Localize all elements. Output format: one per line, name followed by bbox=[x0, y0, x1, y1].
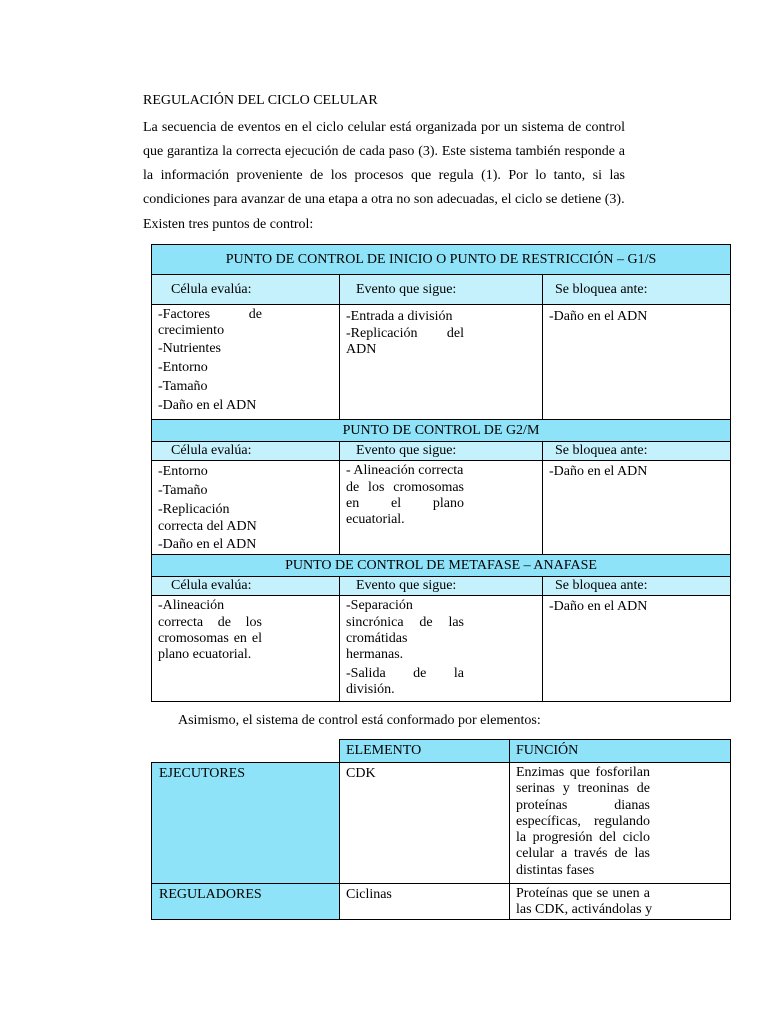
evento-item: -Salida de la bbox=[346, 666, 464, 681]
checkpoint-header-row bbox=[152, 442, 731, 461]
header-label: Se bloquea ante: bbox=[555, 282, 648, 297]
checkpoint-body-row bbox=[152, 461, 731, 555]
header-label: Se bloquea ante: bbox=[555, 578, 648, 593]
header-label: Evento que sigue: bbox=[356, 443, 457, 458]
evento-item: -Entrada a división bbox=[346, 309, 453, 324]
evento-cell bbox=[340, 305, 543, 420]
checkpoint-title: PUNTO DE CONTROL DE INICIO O PUNTO DE RESTRICCIÓN – G1/S bbox=[152, 245, 731, 275]
header-label: Célula evalúa: bbox=[171, 282, 252, 297]
evento-item: hermanas. bbox=[346, 647, 404, 662]
evalua-item: -Entorno bbox=[158, 360, 208, 375]
funcion-line: Proteínas que se unen a bbox=[516, 886, 650, 901]
bloquea-item: -Daño en el ADN bbox=[549, 599, 648, 614]
elements-intro: Asimismo, el sistema de control está conformado por elementos: bbox=[178, 713, 541, 728]
checkpoint-title-row bbox=[152, 245, 731, 275]
evalua-item: -Daño en el ADN bbox=[158, 398, 257, 413]
header-funcion: FUNCIÓN bbox=[510, 740, 731, 763]
checkpoint-title: PUNTO DE CONTROL DE G2/M bbox=[152, 420, 731, 442]
evalua-item: -Factores de bbox=[158, 307, 262, 322]
evalua-item: cromosomas en el bbox=[158, 631, 262, 646]
funcion-line: distintas fases bbox=[516, 862, 595, 878]
header-bloquea bbox=[543, 275, 731, 305]
evalua-item: -Alineación bbox=[158, 598, 225, 613]
header-evento bbox=[340, 577, 543, 596]
header-bloquea bbox=[543, 442, 731, 461]
header-evento bbox=[340, 442, 543, 461]
row-elemento: Ciclinas bbox=[340, 884, 510, 920]
checkpoint-header-row bbox=[152, 577, 731, 596]
evento-item: división. bbox=[346, 682, 395, 697]
elements-row bbox=[152, 884, 731, 920]
row-funcion bbox=[510, 763, 731, 884]
bloquea-cell bbox=[543, 461, 731, 555]
intro-line: la información proveniente de los procesos que regula (1). Por lo tanto, si las bbox=[143, 168, 625, 183]
funcion-line: serinas y treoninas de bbox=[516, 781, 650, 797]
elements-table bbox=[151, 739, 731, 920]
evalua-item: correcta del ADN bbox=[158, 519, 257, 534]
evalua-item: -Replicación bbox=[158, 502, 230, 517]
evento-item: - Alineación correcta bbox=[346, 463, 464, 478]
header-label: Evento que sigue: bbox=[356, 578, 457, 593]
bloquea-cell bbox=[543, 305, 731, 420]
checkpoints-intro: Existen tres puntos de control: bbox=[143, 217, 314, 232]
evalua-cell bbox=[152, 461, 340, 555]
evento-item: en el plano bbox=[346, 496, 464, 511]
header-evalua bbox=[152, 577, 340, 596]
bloquea-item: -Daño en el ADN bbox=[549, 309, 648, 324]
header-evalua bbox=[152, 442, 340, 461]
header-evento bbox=[340, 275, 543, 305]
header-label: Célula evalúa: bbox=[171, 443, 252, 458]
header-evalua bbox=[152, 275, 340, 305]
checkpoint-title: PUNTO DE CONTROL DE METAFASE – ANAFASE bbox=[152, 555, 731, 577]
header-label: Célula evalúa: bbox=[171, 578, 252, 593]
bloquea-item: -Daño en el ADN bbox=[549, 464, 648, 479]
evento-item: -Replicación del bbox=[346, 326, 464, 341]
funcion-line: Enzimas que fosforilan bbox=[516, 765, 650, 780]
evento-item: -Separación bbox=[346, 598, 413, 613]
evento-cell bbox=[340, 596, 543, 702]
funcion-line: las CDK, activándolas y bbox=[516, 902, 653, 918]
evalua-item: crecimiento bbox=[158, 323, 225, 338]
row-funcion bbox=[510, 884, 731, 920]
document-title: REGULACIÓN DEL CICLO CELULAR bbox=[143, 93, 378, 108]
evalua-item: -Tamaño bbox=[158, 379, 208, 394]
header-bloquea bbox=[543, 577, 731, 596]
checkpoints-table bbox=[151, 244, 731, 702]
evento-item: cromátidas bbox=[346, 631, 408, 646]
funcion-line: específicas, regulando bbox=[516, 813, 650, 829]
checkpoint-title-row bbox=[152, 420, 731, 442]
evento-item: ecuatorial. bbox=[346, 512, 405, 527]
checkpoint-title-row bbox=[152, 555, 731, 577]
checkpoint-body-row bbox=[152, 596, 731, 702]
funcion-line: proteínas dianas bbox=[516, 797, 650, 813]
intro-line: La secuencia de eventos en el ciclo celular está organizada por un sistema de control bbox=[143, 120, 625, 135]
elements-row bbox=[152, 763, 731, 884]
intro-line: condiciones para avanzar de una etapa a otra no son adecuadas, el ciclo se detiene (3). bbox=[143, 192, 625, 207]
elements-header-row bbox=[152, 740, 731, 763]
checkpoint-header-row bbox=[152, 275, 731, 305]
evalua-item: -Entorno bbox=[158, 464, 208, 479]
row-label: EJECUTORES bbox=[152, 763, 340, 884]
row-label: REGULADORES bbox=[152, 884, 340, 920]
header-label: Evento que sigue: bbox=[356, 282, 457, 297]
evento-item: sincrónica de las bbox=[346, 615, 464, 630]
header-elemento: ELEMENTO bbox=[340, 740, 510, 763]
evalua-cell bbox=[152, 596, 340, 702]
header-label: Se bloquea ante: bbox=[555, 443, 648, 458]
bloquea-cell bbox=[543, 596, 731, 702]
funcion-line: celular a través de las bbox=[516, 846, 650, 862]
empty-corner-cell bbox=[152, 740, 340, 763]
checkpoint-body-row bbox=[152, 305, 731, 420]
evalua-item: plano ecuatorial. bbox=[158, 647, 252, 662]
intro-line: que garantiza la correcta ejecución de cada paso (3). Este sistema también responde a bbox=[143, 144, 625, 159]
row-elemento: CDK bbox=[340, 763, 510, 884]
evalua-item: -Nutrientes bbox=[158, 341, 221, 356]
evento-item: de los cromosomas bbox=[346, 480, 464, 495]
evalua-item: correcta de los bbox=[158, 615, 262, 630]
evalua-item: -Tamaño bbox=[158, 483, 208, 498]
evalua-item: -Daño en el ADN bbox=[158, 537, 257, 552]
evento-item: ADN bbox=[346, 342, 377, 357]
intro-paragraph bbox=[143, 116, 625, 212]
evalua-cell bbox=[152, 305, 340, 420]
evento-cell bbox=[340, 461, 543, 555]
funcion-line: la progresión del ciclo bbox=[516, 830, 650, 846]
